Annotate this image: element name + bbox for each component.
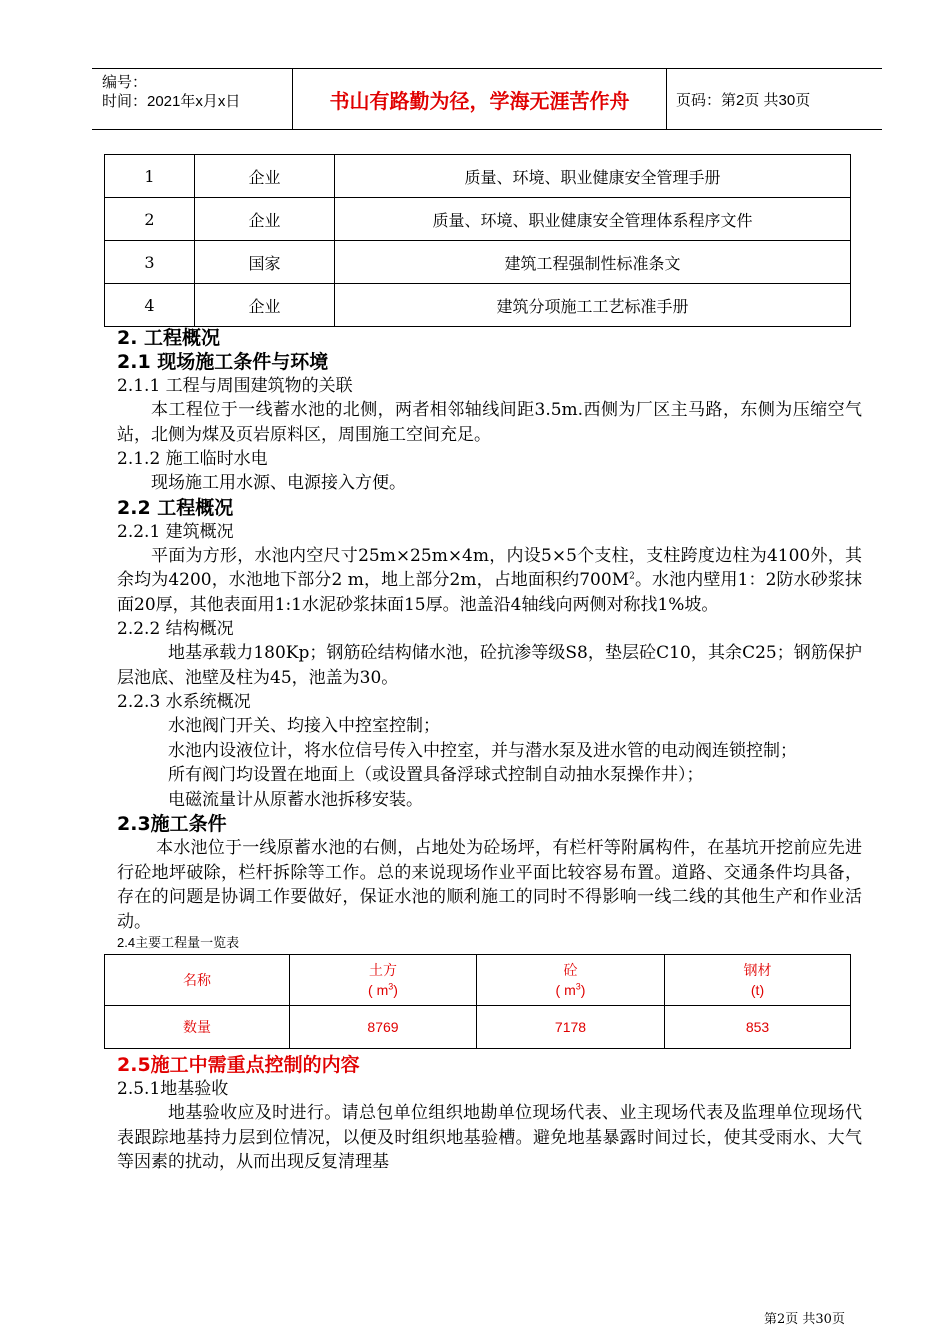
qty-concrete-value: 7178 — [477, 1006, 665, 1049]
qty-header-name: 名称 — [105, 955, 290, 1006]
section-2-5-title: 2.5施工中需重点控制的内容 — [117, 1054, 360, 1076]
section-2-1-1-text: 本工程位于一线蓄水池的北侧，两者相邻轴线间距3.5m.西侧为厂区主马路，东侧为压缩空气站，北侧为煤及页岩原料区，周围施工空间充足。 — [117, 400, 862, 445]
ref-no: 1 — [105, 155, 195, 198]
section-2-1-1-title: 2.1.1 工程与周围建筑物的关联 — [117, 376, 353, 396]
section-2-2-title: 2.2 工程概况 — [117, 496, 234, 519]
ref-no: 4 — [105, 284, 195, 327]
ref-no: 2 — [105, 198, 195, 241]
section-2-1-2-text: 现场施工用水源、电源接入方便。 — [151, 473, 406, 493]
page-header — [92, 68, 882, 130]
ref-name: 质量、环境、职业健康安全管理体系程序文件 — [335, 198, 851, 241]
reference-table — [104, 154, 851, 327]
ref-name: 建筑分项施工工艺标准手册 — [335, 284, 851, 327]
header-number: 编号： — [102, 74, 148, 91]
ref-level: 企业 — [195, 198, 335, 241]
section-2-5-1-title: 2.5.1地基验收 — [117, 1079, 229, 1099]
ref-level: 国家 — [195, 241, 335, 284]
header-motto: 书山有路勤为径，学海无涯苦作舟 — [292, 69, 667, 129]
superscript: 2 — [629, 571, 635, 582]
qty-row-label: 数量 — [105, 1006, 290, 1049]
table-row — [105, 1006, 851, 1049]
superscript: 3 — [388, 981, 394, 992]
table-row — [105, 284, 851, 327]
section-2-3-text: 本水池位于一线原蓄水池的右侧，占地处为砼场坪，有栏杆等附属构件，在基坑开挖前应先进行砼地坪破除，栏杆拆除等工作。总的来说现场作业平面比较容易布置。道路、交通条件均具备，存在的问题是协调工作要做好，保证水池的顺利施工的同时不得影响一线二线的其他生产和作业活动。 — [117, 838, 862, 932]
section-2-2-2-text: 地基承载力180Kp；钢筋砼结构储水池，砼抗渗等级S8，垫层砼C10，其余C25；钢筋保护层池底、池壁及柱为45，池盖为30。 — [117, 643, 862, 688]
table-row — [105, 155, 851, 198]
section-2-title: 2. 工程概况 — [117, 327, 221, 349]
header-label: 砼 — [563, 962, 578, 978]
qty-steel-value: 853 — [665, 1006, 851, 1049]
ref-name: 建筑工程强制性标准条文 — [335, 241, 851, 284]
section-2-3-title: 2.3施工条件 — [117, 813, 227, 835]
page-footer: 第2页 共30页 — [764, 1312, 845, 1327]
unit-text: ) — [393, 982, 398, 998]
ref-name: 质量、环境、职业健康安全管理手册 — [335, 155, 851, 198]
section-2-2-2-title: 2.2.2 结构概况 — [117, 619, 234, 639]
unit-text: ) — [580, 982, 586, 998]
section-2-4-title: 2.4主要工程量一览表 — [117, 935, 240, 950]
unit-text: ( m — [555, 982, 576, 998]
header-unit — [477, 980, 664, 1000]
section-2-2-3-p4: 电磁流量计从原蓄水池拆移安装。 — [168, 789, 423, 810]
quantity-table — [104, 954, 851, 1049]
section-2-2-3-title: 2.2.3 水系统概况 — [117, 692, 251, 712]
unit-text: ( m — [368, 982, 389, 998]
header-unit: (t) — [750, 982, 765, 998]
superscript: 3 — [575, 981, 581, 992]
qty-earth-value: 8769 — [290, 1006, 477, 1049]
section-2-1-title: 2.1 现场施工条件与环境 — [117, 351, 329, 373]
header-label: 土方 — [369, 962, 397, 978]
section-2-2-3-p2: 水池内设液位计，将水位信号传入中控室，并与潜水泵及进水管的电动阀连锁控制； — [168, 740, 797, 761]
ref-no: 3 — [105, 241, 195, 284]
table-row — [105, 241, 851, 284]
table-row — [105, 955, 851, 1006]
header-meta — [102, 73, 292, 111]
ref-level: 企业 — [195, 284, 335, 327]
section-2-2-1-text — [117, 544, 862, 618]
qty-header-earth — [290, 955, 477, 1006]
header-time: 时间：2021年x月x日 — [102, 93, 241, 110]
header-label: 钢材 — [743, 962, 772, 978]
ref-level: 企业 — [195, 155, 335, 198]
section-2-2-3-p1: 水池阀门开关、均接入中控室控制； — [168, 716, 440, 736]
qty-header-concrete — [477, 955, 665, 1006]
section-2-1-2-title: 2.1.2 施工临时水电 — [117, 449, 268, 469]
header-page: 页码：第2页 共30页 — [676, 91, 811, 109]
table-row — [105, 198, 851, 241]
header-unit — [290, 980, 476, 1000]
qty-header-steel — [665, 955, 851, 1006]
section-2-2-3-p3: 所有阀门均设置在地面上（或设置具备浮球式控制自动抽水泵操作井）； — [168, 765, 704, 785]
section-2-2-1-title: 2.2.1 建筑概况 — [117, 521, 234, 542]
text-run: 平面为方形，水池内空尺寸25m×25m×4m，内设5×5个支柱，支柱跨度边柱为4100外，其余均为4200，水池地下部分2 m，地上部分2m，占地面积约700M — [117, 545, 862, 590]
text-run: 。水池内壁用1：2防水砂浆抹面20厚，其他表面用1:1水泥砂浆抹面15厚。池盖沿4轴线向两侧对称找1%坡。 — [117, 570, 862, 615]
section-2-5-1-text: 地基验收应及时进行。请总包单位组织地勘单位现场代表、业主现场代表及监理单位现场代表跟踪地基持力层到位情况，以便及时组织地基验槽。避免地基暴露时间过长，使其受雨水、大气等因素的扰动，从而出现反复清理基 — [117, 1103, 862, 1172]
document-body — [117, 326, 862, 1175]
